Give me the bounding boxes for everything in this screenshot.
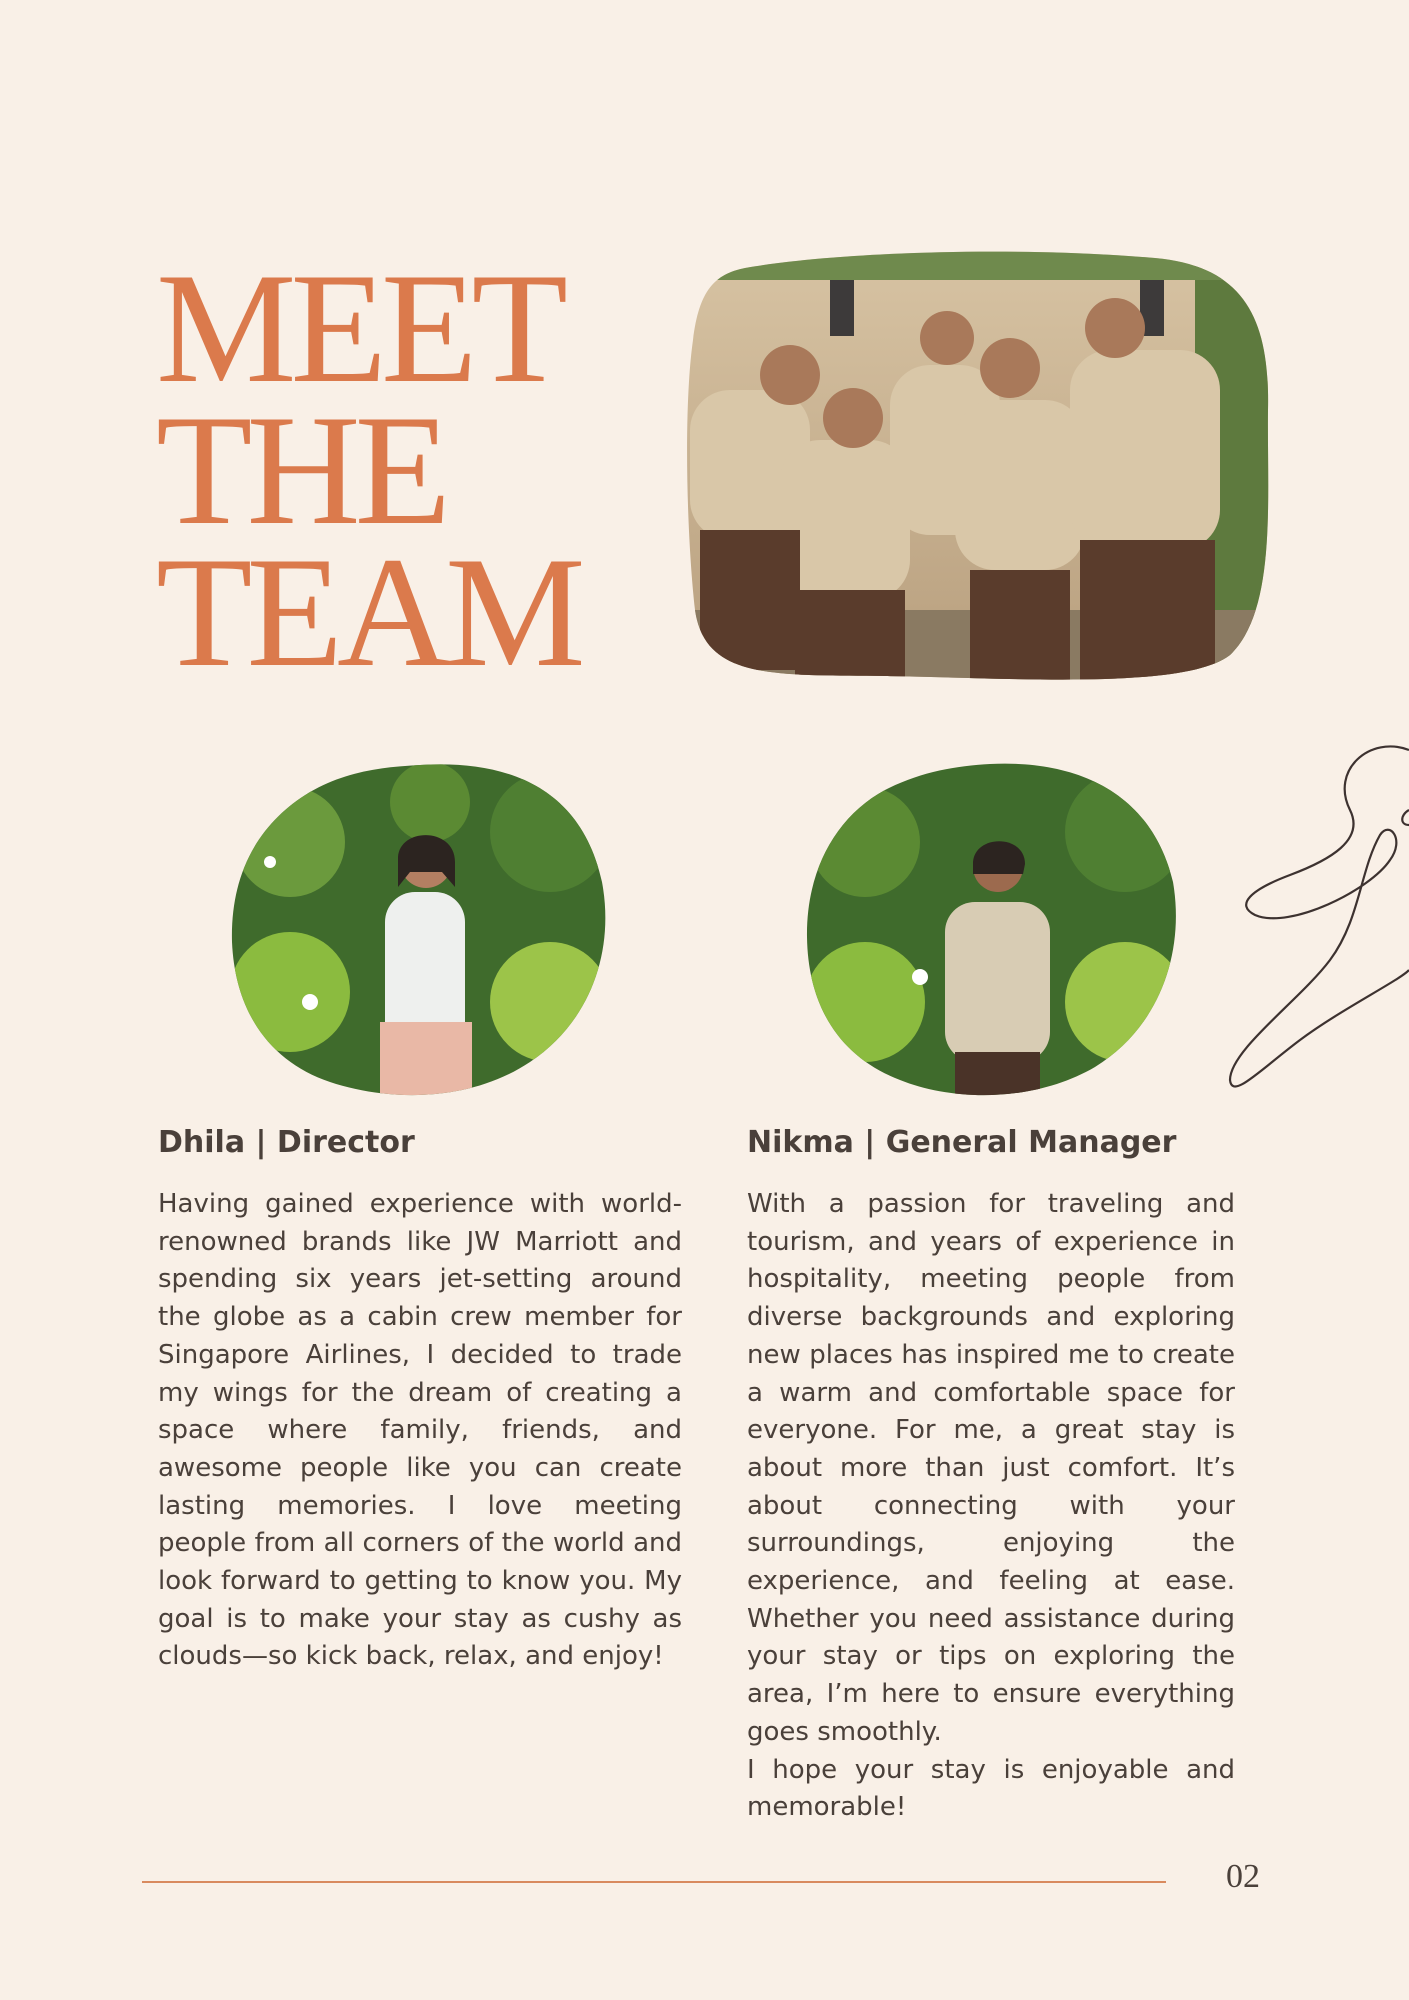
member-bio-nikma	[747, 1186, 1235, 1827]
title-line-2: THE	[156, 383, 446, 558]
member-name-nikma: Nikma | General Manager	[747, 1125, 1177, 1160]
page-number: 02	[1226, 1858, 1260, 1895]
member-name-dhila: Dhila | Director	[158, 1125, 415, 1160]
page-title	[156, 241, 676, 700]
title-line-3: TEAM	[156, 525, 580, 700]
team-group-photo	[685, 250, 1270, 682]
dhila-portrait-photo	[230, 762, 608, 1098]
member-bio-nikma-text: With a passion for traveling and tourism, and years of experience in hospitality, meeting people from diverse backgrounds and exploring new places has inspired me to create a warm and comfortable space for everyone. For me, a great stay is about more than just comfort. It’s about connecting with your surroundings, enjoying the experience, and feeling at ease. Whether you need assistance during your stay or tips on exploring the area, I’m here to ensure everything goes smoothly.	[747, 1189, 1235, 1747]
member-bio-nikma-closing: I hope your stay is enjoyable and memorable!	[747, 1754, 1235, 1823]
nikma-portrait-photo	[805, 762, 1180, 1098]
member-bio-dhila: Having gained experience with world-renowned brands like JW Marriott and spending six years jet-setting around the globe as a cabin crew member for Singapore Airlines, I decided to trade my wings for the dream of creating a space where family, friends, and awesome people like you can create lasting memories. I love meeting people from all corners of the world and look forward to getting to know you. My goal is to make your stay as cushy as clouds—so kick back, relax, and enjoy!	[158, 1189, 682, 1672]
footer-rule	[142, 1881, 1166, 1883]
title-line-1: MEET	[156, 241, 563, 416]
decorative-squiggle	[1200, 740, 1409, 1090]
